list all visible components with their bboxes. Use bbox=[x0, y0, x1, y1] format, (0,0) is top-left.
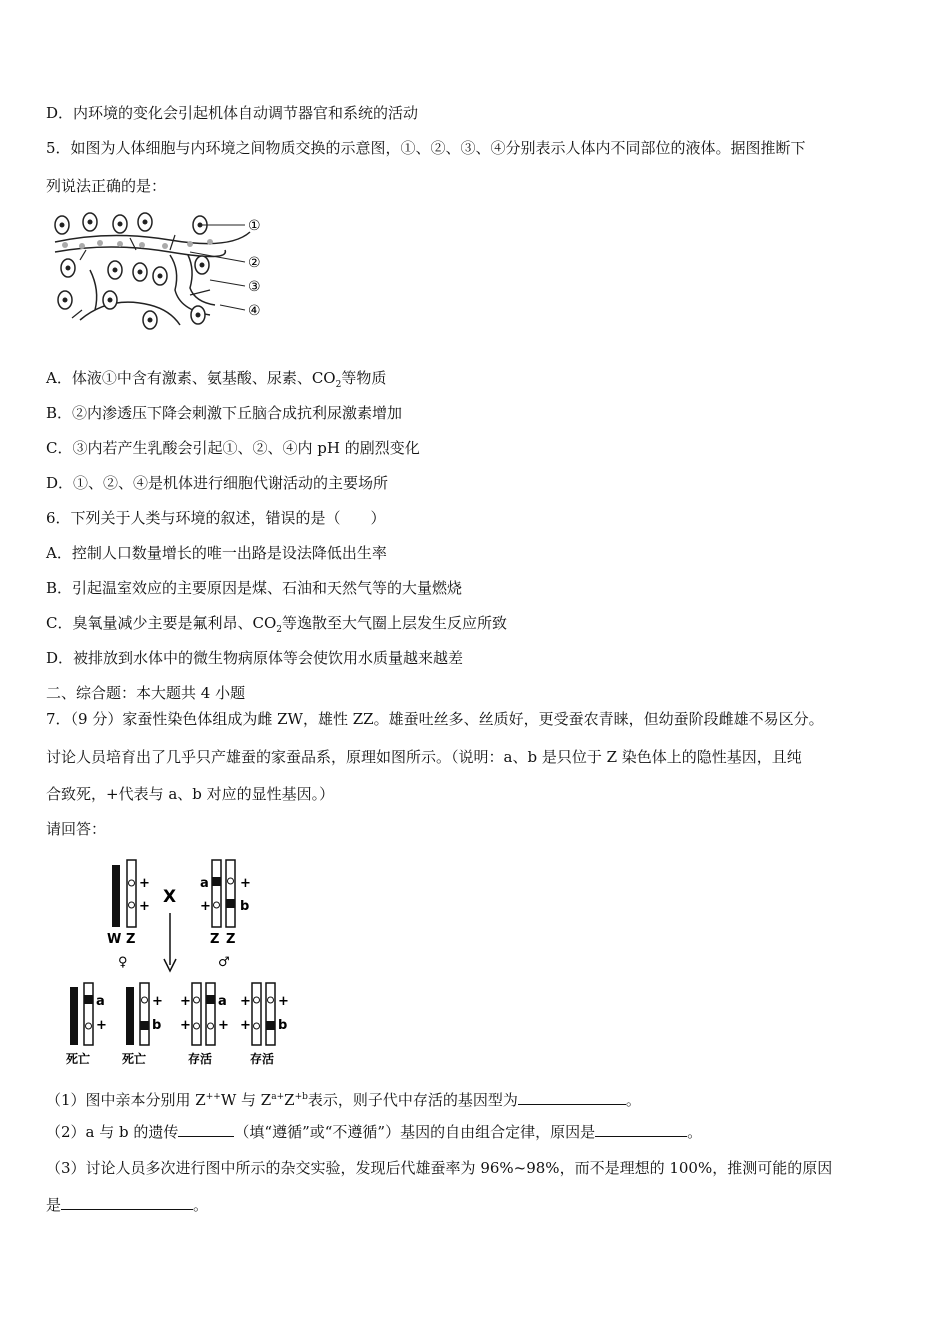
svg-text:死亡: 死亡 bbox=[122, 1052, 147, 1066]
svg-text:存活: 存活 bbox=[188, 1052, 213, 1066]
q7-sub1: （1）图中亲本分别用 Z++W 与 $Z^{a+}Z^{+b}$表示，则子代中存活的基因型为 。 bbox=[46, 1091, 641, 1109]
svg-text:+: + bbox=[200, 899, 211, 914]
answer-blank-3[interactable] bbox=[595, 1122, 687, 1137]
svg-text:+: + bbox=[240, 994, 251, 1009]
q6-option-d: D．被排放到水体中的微生物病原体等会使饮用水质量越来越差 bbox=[46, 649, 464, 667]
svg-text:存活: 存活 bbox=[250, 1052, 275, 1066]
svg-text:W: W bbox=[107, 932, 122, 947]
q6-stem: 6．下列关于人类与环境的叙述，错误的是（ ） bbox=[46, 509, 386, 527]
svg-text:+: + bbox=[240, 1018, 251, 1033]
q5-option-b: B．②内渗透压下降会刺激下丘脑合成抗利尿激素增加 bbox=[46, 404, 403, 422]
q7-stem-line1: 7．（9 分）家蚕性染色体组成为雌 ZW，雄性 ZZ。雄蚕吐丝多、丝质好，更受蚕农青睐，但幼蚕阶段雌雄不易区分。 bbox=[46, 710, 824, 728]
answer-blank-2[interactable] bbox=[178, 1122, 234, 1137]
answer-blank-1[interactable] bbox=[518, 1090, 626, 1105]
svg-text:+: + bbox=[180, 994, 191, 1009]
svg-text:a: a bbox=[96, 994, 105, 1009]
q7-sub2: （2）a 与 b 的遗传 （填“遵循”或“不遵循”）基因的自由组合定律，原因是 。 bbox=[46, 1123, 703, 1141]
svg-text:+: + bbox=[218, 1018, 229, 1033]
svg-text:+: + bbox=[180, 1018, 191, 1033]
q7-cross-diagram bbox=[60, 855, 310, 1070]
q7-prompt: 请回答： bbox=[46, 820, 107, 838]
q7-stem-line2: 讨论人员培育出了几乎只产雄蚕的家蚕品系，原理如图所示。（说明：a、b 是只位于 Z 染色体上的隐性基因，且纯 bbox=[46, 748, 802, 766]
q5-option-d: D．①、②、④是机体进行细胞代谢活动的主要场所 bbox=[46, 474, 389, 492]
svg-text:+: + bbox=[96, 1018, 107, 1033]
q6-option-b: B．引起温室效应的主要原因是煤、石油和天然气等的大量燃烧 bbox=[46, 579, 463, 597]
q5-stem-line2: 列说法正确的是： bbox=[46, 177, 167, 195]
svg-text:♀: ♀ bbox=[118, 955, 128, 970]
q5-body-fluid-diagram bbox=[50, 210, 280, 335]
svg-text:+: + bbox=[152, 994, 163, 1009]
svg-text:a: a bbox=[218, 994, 227, 1009]
q7-sub3-line1: （3）讨论人员多次进行图中所示的杂交实验，发现后代雄蚕率为 96%~98%，而不是理想的 100%，推测可能的原因 bbox=[46, 1159, 833, 1177]
svg-text:死亡: 死亡 bbox=[66, 1052, 91, 1066]
q5-option-c: C．③内若产生乳酸会引起①、②、④内 pH 的剧烈变化 bbox=[46, 439, 420, 457]
q5-option-a: A．体液①中含有激素、氨基酸、尿素、$CO_2$等物质 bbox=[46, 369, 387, 390]
svg-text:a: a bbox=[200, 876, 209, 891]
q4-option-d: D．内环境的变化会引起机体自动调节器官和系统的活动 bbox=[46, 104, 419, 122]
answer-blank-4[interactable] bbox=[61, 1195, 193, 1210]
svg-text:+: + bbox=[139, 899, 150, 914]
svg-text:b: b bbox=[240, 899, 250, 914]
q7-sub3-line2: 是 。 bbox=[46, 1196, 209, 1214]
svg-text:b: b bbox=[152, 1018, 162, 1033]
svg-text:♂: ♂ bbox=[218, 955, 230, 970]
label-4: ④ bbox=[248, 303, 261, 319]
label-3: ③ bbox=[248, 279, 261, 295]
svg-text:+: + bbox=[240, 876, 251, 891]
label-2: ② bbox=[248, 255, 261, 271]
svg-text:Z: Z bbox=[226, 932, 236, 947]
svg-text:+: + bbox=[278, 994, 289, 1009]
label-1: ① bbox=[248, 218, 261, 234]
svg-text:X: X bbox=[163, 887, 177, 907]
svg-text:b: b bbox=[278, 1018, 288, 1033]
q5-stem-line1: 5．如图为人体细胞与内环境之间物质交换的示意图，①、②、③、④分别表示人体内不同部位的液体。据图推断下 bbox=[46, 139, 806, 157]
q6-option-c: C．臭氧量减少主要是氟利昂、$CO_2$等逸散至大气圈上层发生反应所致 bbox=[46, 614, 508, 635]
svg-text:+: + bbox=[139, 876, 150, 891]
q6-option-a: A．控制人口数量增长的唯一出路是设法降低出生率 bbox=[46, 544, 387, 562]
svg-text:Z: Z bbox=[126, 932, 136, 947]
svg-text:Z: Z bbox=[210, 932, 220, 947]
q7-stem-line3: 合致死，+代表与 a、b 对应的显性基因。） bbox=[46, 785, 335, 803]
section2-heading: 二、综合题：本大题共 4 小题 bbox=[46, 684, 246, 702]
